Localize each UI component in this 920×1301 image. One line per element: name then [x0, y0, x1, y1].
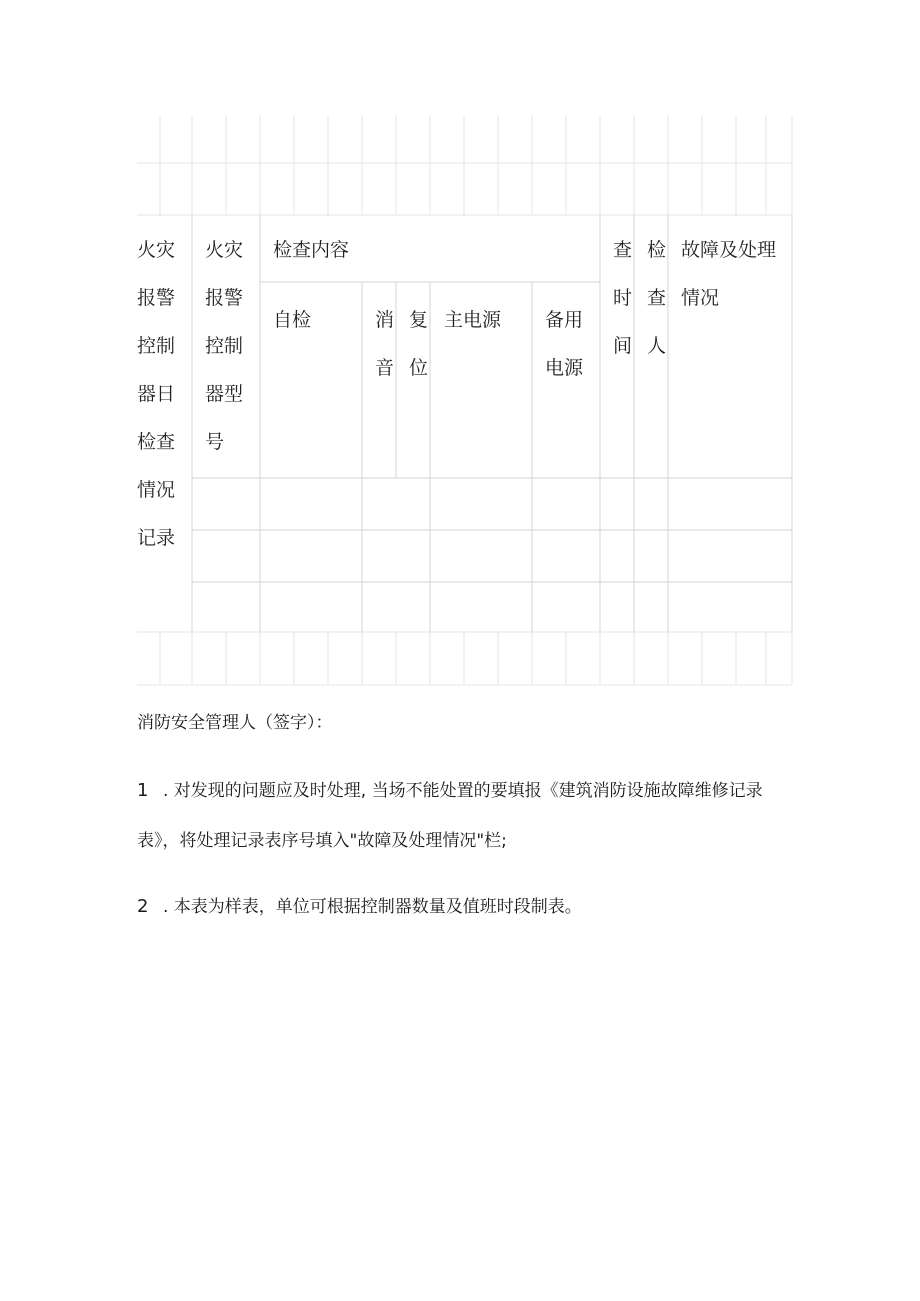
main-power-header: 主电源: [444, 309, 502, 331]
controller-model-header: 火灾报警控制器型号: [205, 239, 244, 453]
note-2: [137, 892, 582, 917]
reset-header: 复位: [409, 309, 429, 379]
note-number: 2: [137, 896, 149, 917]
note-number: 1: [137, 780, 149, 801]
check-time-header: 查时间: [613, 239, 633, 357]
inspector-header: 检查人: [647, 239, 667, 357]
record-title-header: 火灾报警控制器日检查情况记录: [137, 239, 176, 549]
silence-header: 消音: [375, 309, 395, 379]
signature-label: 消防安全管理人（签字）：: [137, 713, 333, 733]
backup-power-header: 备用电源: [545, 309, 584, 379]
fault-handling-header: 故障及处理情况: [681, 239, 777, 309]
note-1-continued: [137, 826, 507, 851]
note-text: . 对发现的问题应及时处理, 当场不能处置的要填报《建筑消防设施故障维修记录: [163, 781, 763, 801]
check-content-header: 检查内容: [273, 239, 350, 261]
note-text: 表》，将处理记录表序号填入"故障及处理情况"栏;: [137, 831, 507, 851]
note-text: . 本表为样表，单位可根据控制器数量及值班时段制表。: [163, 897, 582, 917]
self-check-header: 自检: [273, 309, 312, 331]
note-1: [137, 776, 763, 801]
